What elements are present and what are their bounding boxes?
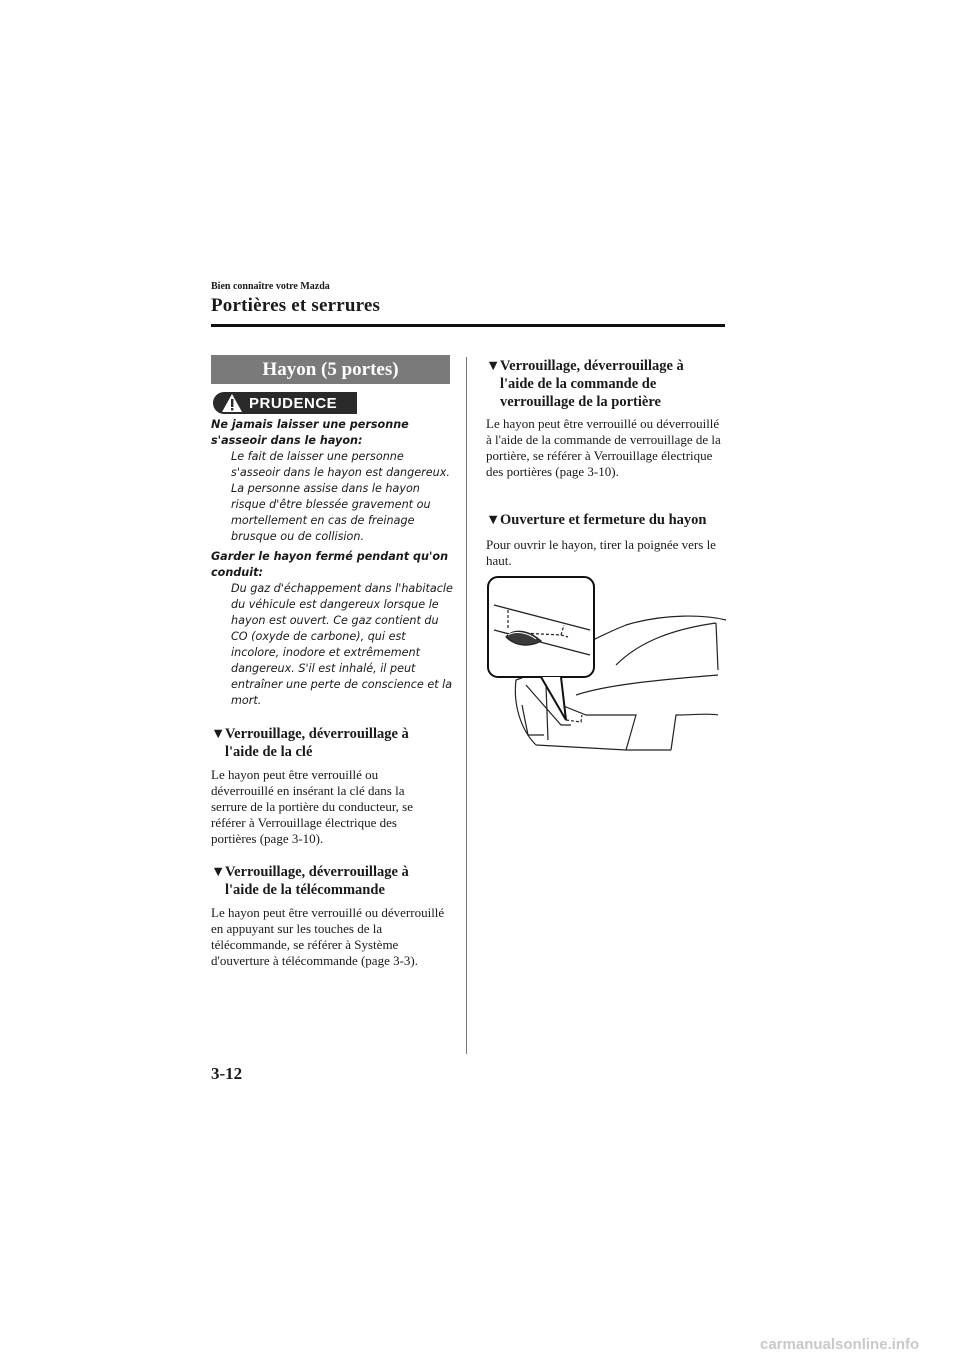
- caution-label: PRUDENCE: [249, 394, 338, 412]
- subsection-heading-open-close: ▼Ouverture et fermeture du hayon: [486, 512, 707, 528]
- warning-body: Le fait de laisser une personne s'asseoir dans le hayon est dangereux. La personne assise dans le hayon risque d'être blessée gravement ou mortellement en cas de freinage brusque ou de collision.: [231, 450, 450, 543]
- subsection-heading-door-switch: ▼Verrouillage, déverrouillage à l'aide de la commande de verrouillage de la portière: [486, 358, 684, 410]
- bullet-triangle-icon: ▼: [486, 358, 501, 374]
- caution-badge: [213, 392, 357, 414]
- header-divider: [211, 324, 725, 327]
- bullet-triangle-icon: ▼: [486, 512, 501, 528]
- subsection-heading-key: ▼Verrouillage, déverrouillage à l'aide de la clé: [211, 726, 409, 760]
- section-title: Hayon (5 portes): [211, 355, 450, 384]
- bullet-triangle-icon: ▼: [211, 864, 226, 880]
- warning-item: [211, 417, 456, 545]
- tailgate-handle-illustration: [486, 575, 736, 775]
- column-divider: [466, 357, 467, 1054]
- paragraph-key: Le hayon peut être verrouillé ou déverrouillé en insérant la clé dans la serrure de la portière du conducteur, se référer à Verrouillage électrique des portières (page 3-10).: [211, 767, 413, 846]
- footer-watermark-link[interactable]: carmanualsonline.info: [760, 1336, 920, 1353]
- paragraph-open-close: Pour ouvrir le hayon, tirer la poignée vers le haut.: [486, 537, 716, 568]
- warning-item: [211, 549, 456, 709]
- page-number: 3-12: [211, 1064, 243, 1083]
- header-subtitle: Bien connaître votre Mazda: [211, 281, 330, 292]
- paragraph-door-switch: Le hayon peut être verrouillé ou déverrouillé à l'aide de la commande de verrouillage de la portière, se référer à Verrouillage électrique des portières (page 3-10).: [486, 416, 721, 479]
- warning-triangle-icon: [221, 393, 243, 413]
- subsection-heading-remote: ▼Verrouillage, déverrouillage à l'aide de la télécommande: [211, 864, 409, 898]
- warning-body: Du gaz d'échappement dans l'habitacle du véhicule est dangereux lorsque le hayon est ouvert. Ce gaz contient du CO (oxyde de carbone), qui est incolore, inodore et extrêmement dangereux. S'il est inhalé, il peut entraîner une perte de conscience et la mort.: [231, 582, 453, 707]
- warning-heading: Ne jamais laisser une personne s'asseoir dans le hayon:: [211, 418, 409, 447]
- paragraph-remote: Le hayon peut être verrouillé ou déverrouillé en appuyant sur les touches de la télécommande, se référer à Système d'ouverture à télécommande (page 3-3).: [211, 905, 445, 968]
- warning-heading: Garder le hayon fermé pendant qu'on conduit:: [211, 550, 449, 579]
- page-title: Portières et serrures: [211, 295, 381, 316]
- bullet-triangle-icon: ▼: [211, 726, 226, 742]
